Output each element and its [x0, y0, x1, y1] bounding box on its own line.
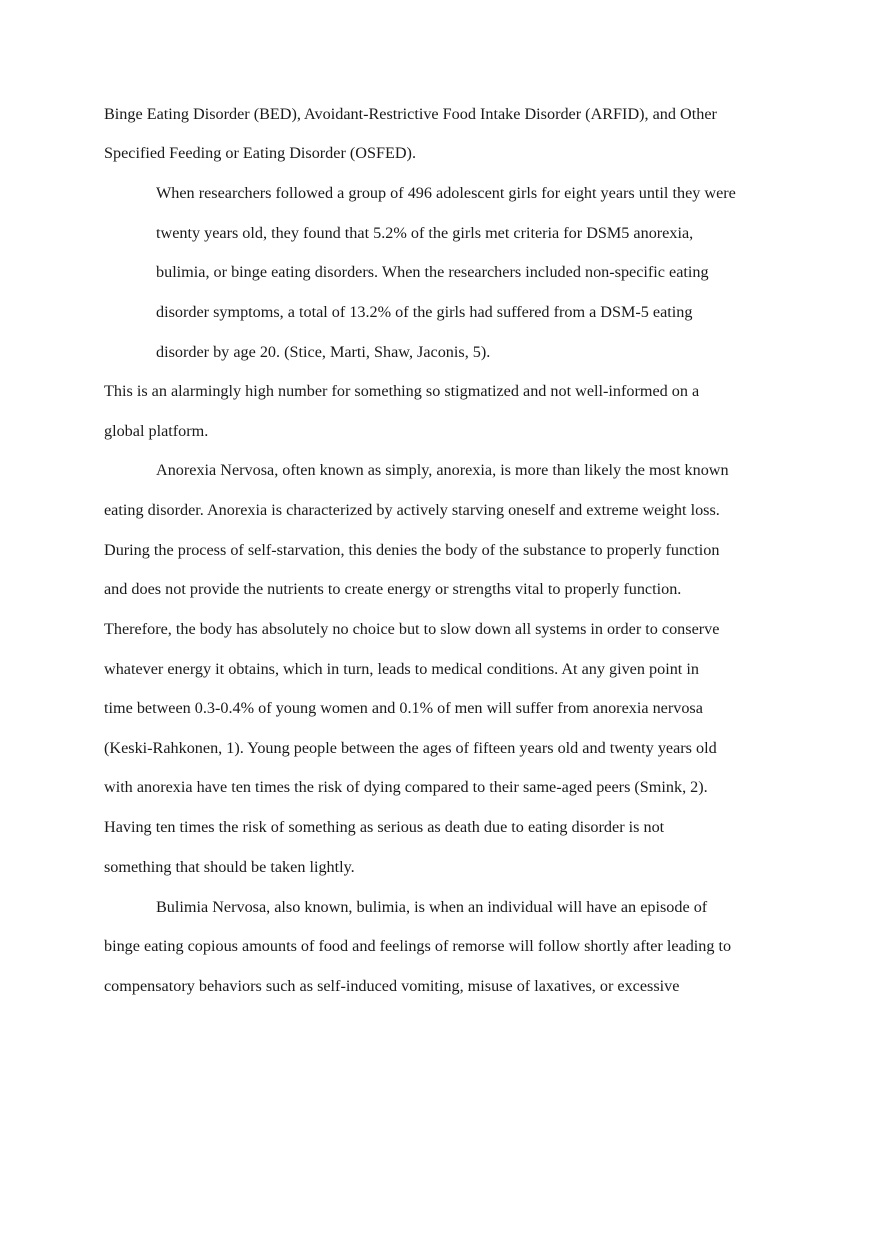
text-line: Specified Feeding or Eating Disorder (OSFED).	[104, 144, 416, 162]
block-quote-line: twenty years old, they found that 5.2% of the girls met criteria for DSM5 anorexia,	[156, 224, 694, 242]
paragraph-first-line: Bulimia Nervosa, also known, bulimia, is when an individual will have an episode of	[156, 898, 708, 916]
text-line: binge eating copious amounts of food and feelings of remorse will follow shortly after leading to	[104, 937, 732, 955]
text-line: During the process of self-starvation, this denies the body of the substance to properly function	[104, 541, 720, 559]
text-line: Therefore, the body has absolutely no choice but to slow down all systems in order to conserve	[104, 620, 720, 638]
text-line: Binge Eating Disorder (BED), Avoidant-Restrictive Food Intake Disorder (ARFID), and Other	[104, 105, 717, 123]
block-quote-line: disorder by age 20. (Stice, Marti, Shaw, Jaconis, 5).	[156, 343, 491, 361]
paragraph-first-line: Anorexia Nervosa, often known as simply, anorexia, is more than likely the most known	[156, 461, 729, 479]
text-line: whatever energy it obtains, which in turn, leads to medical conditions. At any given point in	[104, 660, 699, 678]
text-line: (Keski-Rahkonen, 1). Young people between the ages of fifteen years old and twenty years old	[104, 739, 717, 757]
text-line: eating disorder. Anorexia is characterized by actively starving oneself and extreme weight loss.	[104, 501, 720, 519]
text-line: something that should be taken lightly.	[104, 858, 355, 876]
block-quote-line: When researchers followed a group of 496 adolescent girls for eight years until they were	[156, 184, 736, 202]
text-line: Having ten times the risk of something as serious as death due to eating disorder is not	[104, 818, 665, 836]
text-line: with anorexia have ten times the risk of dying compared to their same-aged peers (Smink, 2).	[104, 778, 708, 796]
block-quote-line: bulimia, or binge eating disorders. When the researchers included non-specific eating	[156, 263, 709, 281]
block-quote-line: disorder symptoms, a total of 13.2% of the girls had suffered from a DSM-5 eating	[156, 303, 693, 321]
text-line: and does not provide the nutrients to create energy or strengths vital to properly function.	[104, 580, 682, 598]
text-line: This is an alarmingly high number for something so stigmatized and not well-informed on a	[104, 382, 700, 400]
text-line: compensatory behaviors such as self-induced vomiting, misuse of laxatives, or excessive	[104, 977, 680, 995]
text-line: global platform.	[104, 422, 209, 440]
text-line: time between 0.3-0.4% of young women and 0.1% of men will suffer from anorexia nervosa	[104, 699, 703, 717]
